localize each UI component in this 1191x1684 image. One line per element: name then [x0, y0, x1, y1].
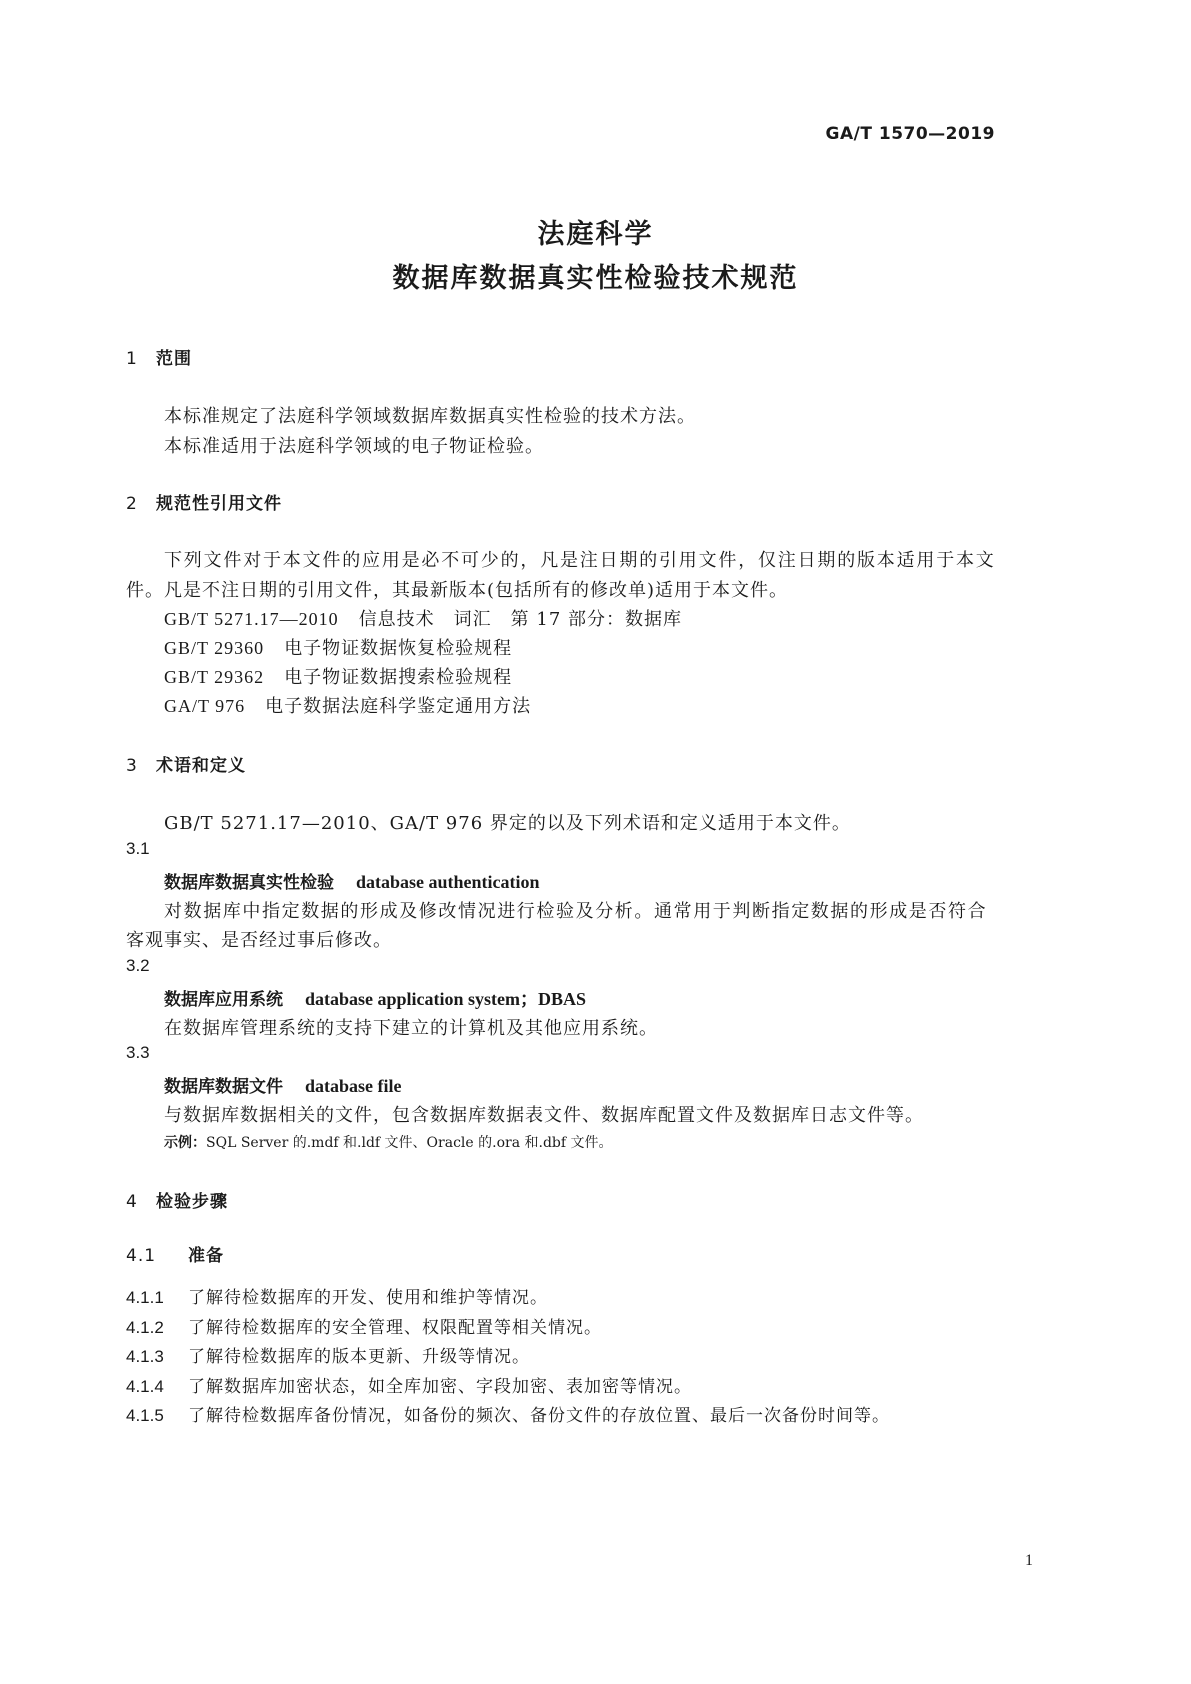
reference-code: GB/T 29360 [164, 638, 265, 658]
term-definition: 与数据库数据相关的文件，包含数据库数据表文件、数据库配置文件及数据库日志文件等。 [164, 1105, 924, 1126]
item-text: 了解数据库加密状态，如全库加密、字段加密、表加密等情况。 [188, 1377, 692, 1397]
term-zh: 数据库应用系统 [164, 990, 283, 1010]
list-item [126, 1342, 530, 1367]
term-number: 3.2 [126, 956, 150, 975]
section-3-heading [126, 751, 246, 776]
paragraph: 件。凡是不注日期的引用文件，其最新版本(包括所有的修改单)适用于本文件。 [126, 580, 789, 601]
item-number: 4.1.4 [126, 1377, 164, 1396]
reference-item [164, 692, 531, 718]
reference-item [164, 634, 512, 660]
list-item [126, 1313, 602, 1338]
section-number: 3 [126, 756, 138, 776]
list-item [126, 1372, 692, 1397]
item-number: 4.1.1 [126, 1288, 164, 1307]
term-number: 3.3 [126, 1043, 150, 1062]
term-zh: 数据库数据真实性检验 [164, 873, 334, 893]
term-number: 3.1 [126, 839, 150, 858]
section-title: 范围 [156, 349, 192, 369]
term-zh: 数据库数据文件 [164, 1077, 283, 1097]
reference-code: GB/T 29362 [164, 667, 265, 687]
paragraph: 本标准适用于法庭科学领域的电子物证检验。 [164, 436, 544, 457]
section-number: 1 [126, 349, 138, 369]
title-line-1: 法庭科学 [537, 219, 654, 250]
paragraph: 本标准规定了法庭科学领域数据库数据真实性检验的技术方法。 [164, 406, 696, 427]
subsection-title: 准备 [188, 1246, 224, 1266]
term-en: database authentication [356, 872, 540, 892]
term-entry [164, 1072, 402, 1097]
subsection-heading [126, 1241, 224, 1266]
reference-item [164, 663, 512, 689]
section-number: 2 [126, 494, 138, 514]
term-definition: 客观事实、是否经过事后修改。 [126, 930, 392, 951]
list-item [126, 1401, 890, 1426]
reference-code: GB/T 5271.17—2010 [164, 609, 339, 629]
list-item [126, 1283, 548, 1308]
section-number: 4 [126, 1192, 138, 1212]
reference-title: 电子数据法庭科学鉴定通用方法 [265, 696, 532, 717]
item-text: 了解待检数据库的安全管理、权限配置等相关情况。 [188, 1318, 602, 1338]
section-2-heading [126, 489, 282, 514]
term-definition: 在数据库管理系统的支持下建立的计算机及其他应用系统。 [164, 1018, 658, 1039]
term-definition: 对数据库中指定数据的形成及修改情况进行检验及分析。通常用于判断指定数据的形成是否符合 [164, 901, 988, 922]
document-code: GA/T 1570—2019 [825, 124, 995, 144]
section-4-heading [126, 1187, 228, 1212]
term-entry [164, 985, 586, 1011]
section-title: 检验步骤 [156, 1192, 228, 1212]
subsection-number: 4.1 [126, 1246, 157, 1266]
item-text: 了解待检数据库的版本更新、升级等情况。 [188, 1347, 530, 1367]
reference-title: 电子物证数据搜索检验规程 [284, 667, 513, 688]
term-en: database application system；DBAS [305, 989, 587, 1009]
page-number: 1 [1025, 1552, 1033, 1569]
example-text: SQL Server 的.mdf 和.ldf 文件、Oracle 的.ora 和.dbf 文件。 [206, 1135, 613, 1151]
paragraph: GB/T 5271.17—2010、GA/T 976 界定的以及下列术语和定义适用于本文件。 [164, 813, 851, 834]
section-title: 规范性引用文件 [156, 494, 282, 514]
item-number: 4.1.2 [126, 1318, 164, 1337]
term-en: database file [305, 1076, 402, 1096]
reference-code: GA/T 976 [164, 696, 246, 716]
section-title: 术语和定义 [156, 756, 246, 776]
item-number: 4.1.3 [126, 1347, 164, 1366]
item-text: 了解待检数据库的开发、使用和维护等情况。 [188, 1288, 548, 1308]
title-line-2: 数据库数据真实性检验技术规范 [392, 263, 799, 294]
term-entry [164, 868, 540, 893]
item-number: 4.1.5 [126, 1406, 164, 1425]
reference-title: 信息技术 词汇 第 17 部分：数据库 [358, 609, 683, 630]
section-1-heading [126, 344, 192, 369]
reference-title: 电子物证数据恢复检验规程 [284, 638, 513, 659]
reference-item [164, 605, 682, 631]
example-note [164, 1132, 613, 1152]
example-label: 示例： [164, 1135, 206, 1151]
item-text: 了解待检数据库备份情况，如备份的频次、备份文件的存放位置、最后一次备份时间等。 [188, 1406, 890, 1426]
paragraph: 下列文件对于本文件的应用是必不可少的，凡是注日期的引用文件，仅注日期的版本适用于本文 [164, 550, 996, 571]
